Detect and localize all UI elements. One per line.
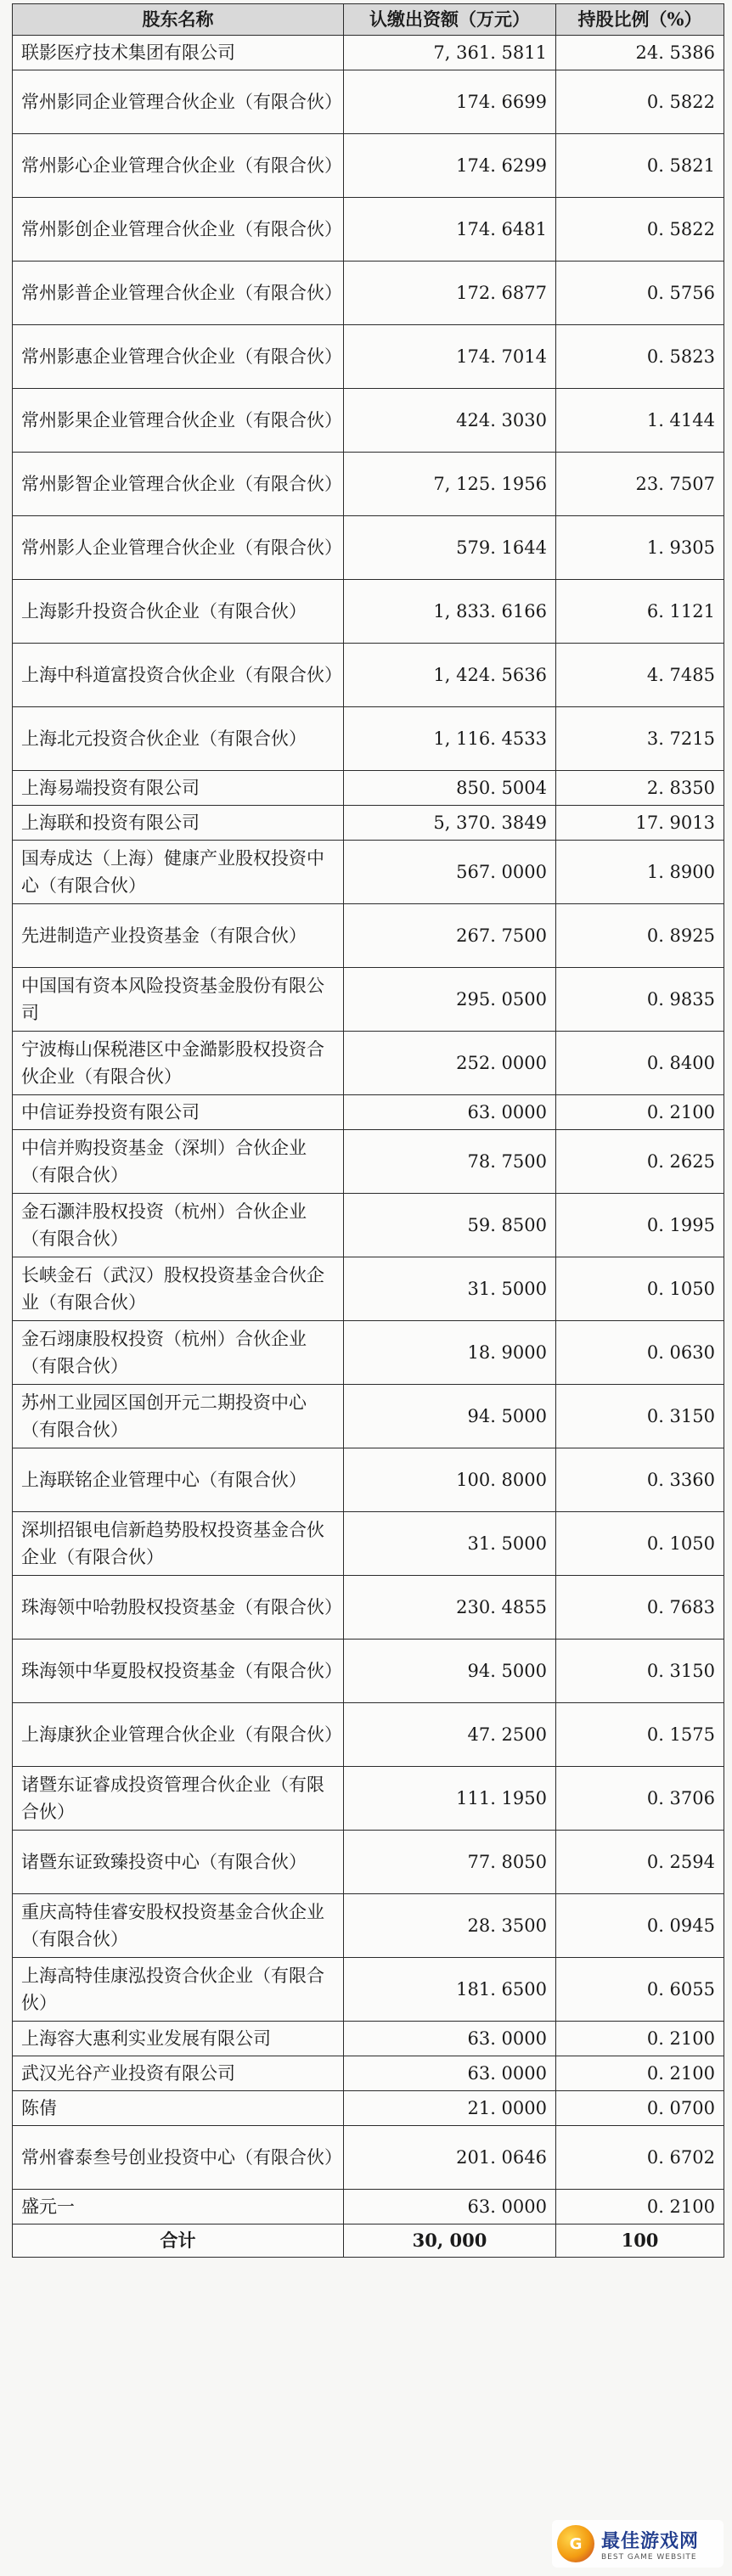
shareholder-name-cell: 中信证券投资有限公司 [13, 1095, 344, 1130]
watermark-name: 最佳游戏网 [601, 2530, 700, 2552]
shareholder-name-cell: 金石灏沣股权投资（杭州）合伙企业（有限合伙） [13, 1194, 344, 1257]
subscribed-amount-cell: 424. 3030 [344, 389, 556, 453]
shareholding-ratio-cell: 0. 7683 [556, 1576, 724, 1640]
shareholding-ratio-cell: 24. 5386 [556, 36, 724, 70]
subscribed-amount-cell: 174. 7014 [344, 325, 556, 389]
shareholder-name-cell: 苏州工业园区国创开元二期投资中心（有限合伙） [13, 1385, 344, 1448]
shareholding-ratio-cell: 0. 9835 [556, 968, 724, 1032]
shareholder-name-cell: 深圳招银电信新趋势股权投资基金合伙企业（有限合伙） [13, 1512, 344, 1576]
shareholder-name-cell: 常州影普企业管理合伙企业（有限合伙） [13, 262, 344, 325]
shareholding-ratio-cell: 0. 3706 [556, 1767, 724, 1831]
subscribed-amount-cell: 7, 125. 1956 [344, 453, 556, 516]
table-row [13, 1095, 724, 1130]
shareholding-ratio-cell: 0. 8925 [556, 904, 724, 968]
shareholding-ratio-cell: 3. 7215 [556, 707, 724, 771]
table-row [13, 1032, 724, 1095]
shareholding-ratio-cell: 0. 6702 [556, 2126, 724, 2190]
table-row [13, 580, 724, 644]
shareholding-ratio-cell: 4. 7485 [556, 644, 724, 707]
shareholder-name-cell: 重庆高特佳睿安股权投资基金合伙企业（有限合伙） [13, 1894, 344, 1958]
table-header [13, 4, 724, 36]
shareholding-ratio-cell: 0. 8400 [556, 1032, 724, 1095]
table-row [13, 841, 724, 904]
shareholder-name-cell: 国寿成达（上海）健康产业股权投资中心（有限合伙） [13, 841, 344, 904]
shareholder-name-cell: 常州影心企业管理合伙企业（有限合伙） [13, 134, 344, 198]
table-row [13, 70, 724, 134]
shareholding-ratio-cell: 0. 6055 [556, 1958, 724, 2022]
table-row [13, 1257, 724, 1321]
shareholding-ratio-cell: 1. 8900 [556, 841, 724, 904]
table-row [13, 1640, 724, 1703]
shareholder-name-cell: 陈倩 [13, 2091, 344, 2126]
subscribed-amount-cell: 181. 6500 [344, 1958, 556, 2022]
shareholding-ratio-cell: 17. 9013 [556, 806, 724, 841]
table-row [13, 771, 724, 806]
shareholder-name-cell: 联影医疗技术集团有限公司 [13, 36, 344, 70]
table-row [13, 389, 724, 453]
subscribed-amount-cell: 7, 361. 5811 [344, 36, 556, 70]
shareholder-table [12, 3, 724, 2258]
header-subscribed-capital: 认缴出资额（万元） [344, 4, 556, 36]
shareholding-ratio-cell: 0. 1050 [556, 1257, 724, 1321]
shareholding-ratio-cell: 0. 2594 [556, 1831, 724, 1894]
total-row [13, 2224, 724, 2258]
subscribed-amount-cell: 1, 116. 4533 [344, 707, 556, 771]
table-body [13, 36, 724, 2258]
subscribed-amount-cell: 94. 5000 [344, 1640, 556, 1703]
shareholder-name-cell: 常州影果企业管理合伙企业（有限合伙） [13, 389, 344, 453]
watermark-subtitle: BEST GAME WEBSITE [601, 2552, 697, 2562]
table-row [13, 806, 724, 841]
subscribed-amount-cell: 1, 424. 5636 [344, 644, 556, 707]
header-shareholding-ratio: 持股比例（%） [556, 4, 724, 36]
total-ratio-cell: 100 [556, 2224, 724, 2258]
subscribed-amount-cell: 295. 0500 [344, 968, 556, 1032]
table-row [13, 36, 724, 70]
shareholding-ratio-cell: 0. 5822 [556, 198, 724, 262]
shareholding-ratio-cell: 23. 7507 [556, 453, 724, 516]
shareholding-ratio-cell: 0. 5821 [556, 134, 724, 198]
table-row [13, 516, 724, 580]
table-row [13, 1321, 724, 1385]
subscribed-amount-cell: 267. 7500 [344, 904, 556, 968]
shareholder-name-cell: 珠海领中哈勃股权投资基金（有限合伙） [13, 1576, 344, 1640]
table-row [13, 1576, 724, 1640]
subscribed-amount-cell: 78. 7500 [344, 1130, 556, 1194]
subscribed-amount-cell: 111. 1950 [344, 1767, 556, 1831]
shareholding-ratio-cell: 2. 8350 [556, 771, 724, 806]
shareholder-name-cell: 中信并购投资基金（深圳）合伙企业（有限合伙） [13, 1130, 344, 1194]
shareholder-name-cell: 上海联和投资有限公司 [13, 806, 344, 841]
shareholding-ratio-cell: 6. 1121 [556, 580, 724, 644]
table-row [13, 262, 724, 325]
shareholding-ratio-cell: 0. 1995 [556, 1194, 724, 1257]
table-row [13, 1194, 724, 1257]
shareholder-name-cell: 常州影同企业管理合伙企业（有限合伙） [13, 70, 344, 134]
subscribed-amount-cell: 31. 5000 [344, 1512, 556, 1576]
shareholder-name-cell: 常州睿泰叁号创业投资中心（有限合伙） [13, 2126, 344, 2190]
table-row [13, 1767, 724, 1831]
subscribed-amount-cell: 63. 0000 [344, 2022, 556, 2056]
shareholding-ratio-cell: 0. 2100 [556, 2022, 724, 2056]
subscribed-amount-cell: 172. 6877 [344, 262, 556, 325]
shareholder-name-cell: 常州影创企业管理合伙企业（有限合伙） [13, 198, 344, 262]
subscribed-amount-cell: 31. 5000 [344, 1257, 556, 1321]
subscribed-amount-cell: 174. 6699 [344, 70, 556, 134]
table-row [13, 1385, 724, 1448]
table-row [13, 1512, 724, 1576]
subscribed-amount-cell: 850. 5004 [344, 771, 556, 806]
shareholding-ratio-cell: 0. 0945 [556, 1894, 724, 1958]
shareholding-ratio-cell: 1. 9305 [556, 516, 724, 580]
subscribed-amount-cell: 77. 8050 [344, 1831, 556, 1894]
shareholder-name-cell: 中国国有资本风险投资基金股份有限公司 [13, 968, 344, 1032]
shareholding-ratio-cell: 0. 5823 [556, 325, 724, 389]
table-row [13, 1831, 724, 1894]
shareholding-ratio-cell: 0. 0630 [556, 1321, 724, 1385]
shareholder-name-cell: 先进制造产业投资基金（有限合伙） [13, 904, 344, 968]
shareholder-name-cell: 长峡金石（武汉）股权投资基金合伙企业（有限合伙） [13, 1257, 344, 1321]
shareholding-ratio-cell: 0. 0700 [556, 2091, 724, 2126]
subscribed-amount-cell: 63. 0000 [344, 2056, 556, 2091]
header-shareholder-name: 股东名称 [13, 4, 344, 36]
shareholding-ratio-cell: 0. 3150 [556, 1385, 724, 1448]
shareholder-name-cell: 常州影惠企业管理合伙企业（有限合伙） [13, 325, 344, 389]
subscribed-amount-cell: 59. 8500 [344, 1194, 556, 1257]
subscribed-amount-cell: 5, 370. 3849 [344, 806, 556, 841]
table-row [13, 2190, 724, 2224]
table-row [13, 134, 724, 198]
shareholding-ratio-cell: 0. 3360 [556, 1448, 724, 1512]
table-row [13, 2056, 724, 2091]
subscribed-amount-cell: 28. 3500 [344, 1894, 556, 1958]
shareholder-name-cell: 上海影升投资合伙企业（有限合伙） [13, 580, 344, 644]
subscribed-amount-cell: 18. 9000 [344, 1321, 556, 1385]
shareholder-name-cell: 上海中科道富投资合伙企业（有限合伙） [13, 644, 344, 707]
subscribed-amount-cell: 94. 5000 [344, 1385, 556, 1448]
subscribed-amount-cell: 63. 0000 [344, 1095, 556, 1130]
subscribed-amount-cell: 252. 0000 [344, 1032, 556, 1095]
shareholder-name-cell: 上海易端投资有限公司 [13, 771, 344, 806]
table-row [13, 1448, 724, 1512]
shareholder-name-cell: 上海容大惠利实业发展有限公司 [13, 2022, 344, 2056]
table-row [13, 904, 724, 968]
gamepad-logo-icon: G [557, 2525, 594, 2562]
site-watermark-logo [552, 2520, 724, 2568]
table-row [13, 2091, 724, 2126]
shareholder-name-cell: 上海康狄企业管理合伙企业（有限合伙） [13, 1703, 344, 1767]
shareholding-ratio-cell: 0. 2100 [556, 1095, 724, 1130]
shareholder-name-cell: 上海联铭企业管理中心（有限合伙） [13, 1448, 344, 1512]
subscribed-amount-cell: 174. 6299 [344, 134, 556, 198]
subscribed-amount-cell: 579. 1644 [344, 516, 556, 580]
shareholder-name-cell: 诸暨东证睿成投资管理合伙企业（有限合伙） [13, 1767, 344, 1831]
shareholder-name-cell: 上海高特佳康泓投资合伙企业（有限合伙） [13, 1958, 344, 2022]
shareholding-ratio-cell: 0. 2625 [556, 1130, 724, 1194]
total-label-cell: 合计 [13, 2224, 344, 2258]
subscribed-amount-cell: 21. 0000 [344, 2091, 556, 2126]
shareholding-ratio-cell: 1. 4144 [556, 389, 724, 453]
subscribed-amount-cell: 47. 2500 [344, 1703, 556, 1767]
subscribed-amount-cell: 1, 833. 6166 [344, 580, 556, 644]
table-row [13, 198, 724, 262]
shareholder-name-cell: 常州影人企业管理合伙企业（有限合伙） [13, 516, 344, 580]
subscribed-amount-cell: 63. 0000 [344, 2190, 556, 2224]
subscribed-amount-cell: 201. 0646 [344, 2126, 556, 2190]
shareholder-name-cell: 盛元一 [13, 2190, 344, 2224]
shareholder-name-cell: 诸暨东证致臻投资中心（有限合伙） [13, 1831, 344, 1894]
shareholding-ratio-cell: 0. 5756 [556, 262, 724, 325]
shareholder-name-cell: 珠海领中华夏股权投资基金（有限合伙） [13, 1640, 344, 1703]
table-row [13, 1130, 724, 1194]
table-row [13, 1894, 724, 1958]
total-amount-cell: 30, 000 [344, 2224, 556, 2258]
shareholder-name-cell: 常州影智企业管理合伙企业（有限合伙） [13, 453, 344, 516]
subscribed-amount-cell: 100. 8000 [344, 1448, 556, 1512]
table-row [13, 1703, 724, 1767]
shareholding-ratio-cell: 0. 1575 [556, 1703, 724, 1767]
table-row [13, 2126, 724, 2190]
shareholding-ratio-cell: 0. 3150 [556, 1640, 724, 1703]
shareholder-name-cell: 金石翊康股权投资（杭州）合伙企业（有限合伙） [13, 1321, 344, 1385]
shareholding-ratio-cell: 0. 1050 [556, 1512, 724, 1576]
shareholder-name-cell: 宁波梅山保税港区中金澔影股权投资合伙企业（有限合伙） [13, 1032, 344, 1095]
shareholding-ratio-cell: 0. 2100 [556, 2056, 724, 2091]
table-row [13, 707, 724, 771]
table-row [13, 2022, 724, 2056]
shareholder-name-cell: 上海北元投资合伙企业（有限合伙） [13, 707, 344, 771]
shareholding-ratio-cell: 0. 5822 [556, 70, 724, 134]
table-row [13, 325, 724, 389]
table-row [13, 453, 724, 516]
table-row [13, 968, 724, 1032]
subscribed-amount-cell: 230. 4855 [344, 1576, 556, 1640]
shareholding-ratio-cell: 0. 2100 [556, 2190, 724, 2224]
subscribed-amount-cell: 174. 6481 [344, 198, 556, 262]
table-row [13, 1958, 724, 2022]
shareholder-name-cell: 武汉光谷产业投资有限公司 [13, 2056, 344, 2091]
subscribed-amount-cell: 567. 0000 [344, 841, 556, 904]
table-row [13, 644, 724, 707]
